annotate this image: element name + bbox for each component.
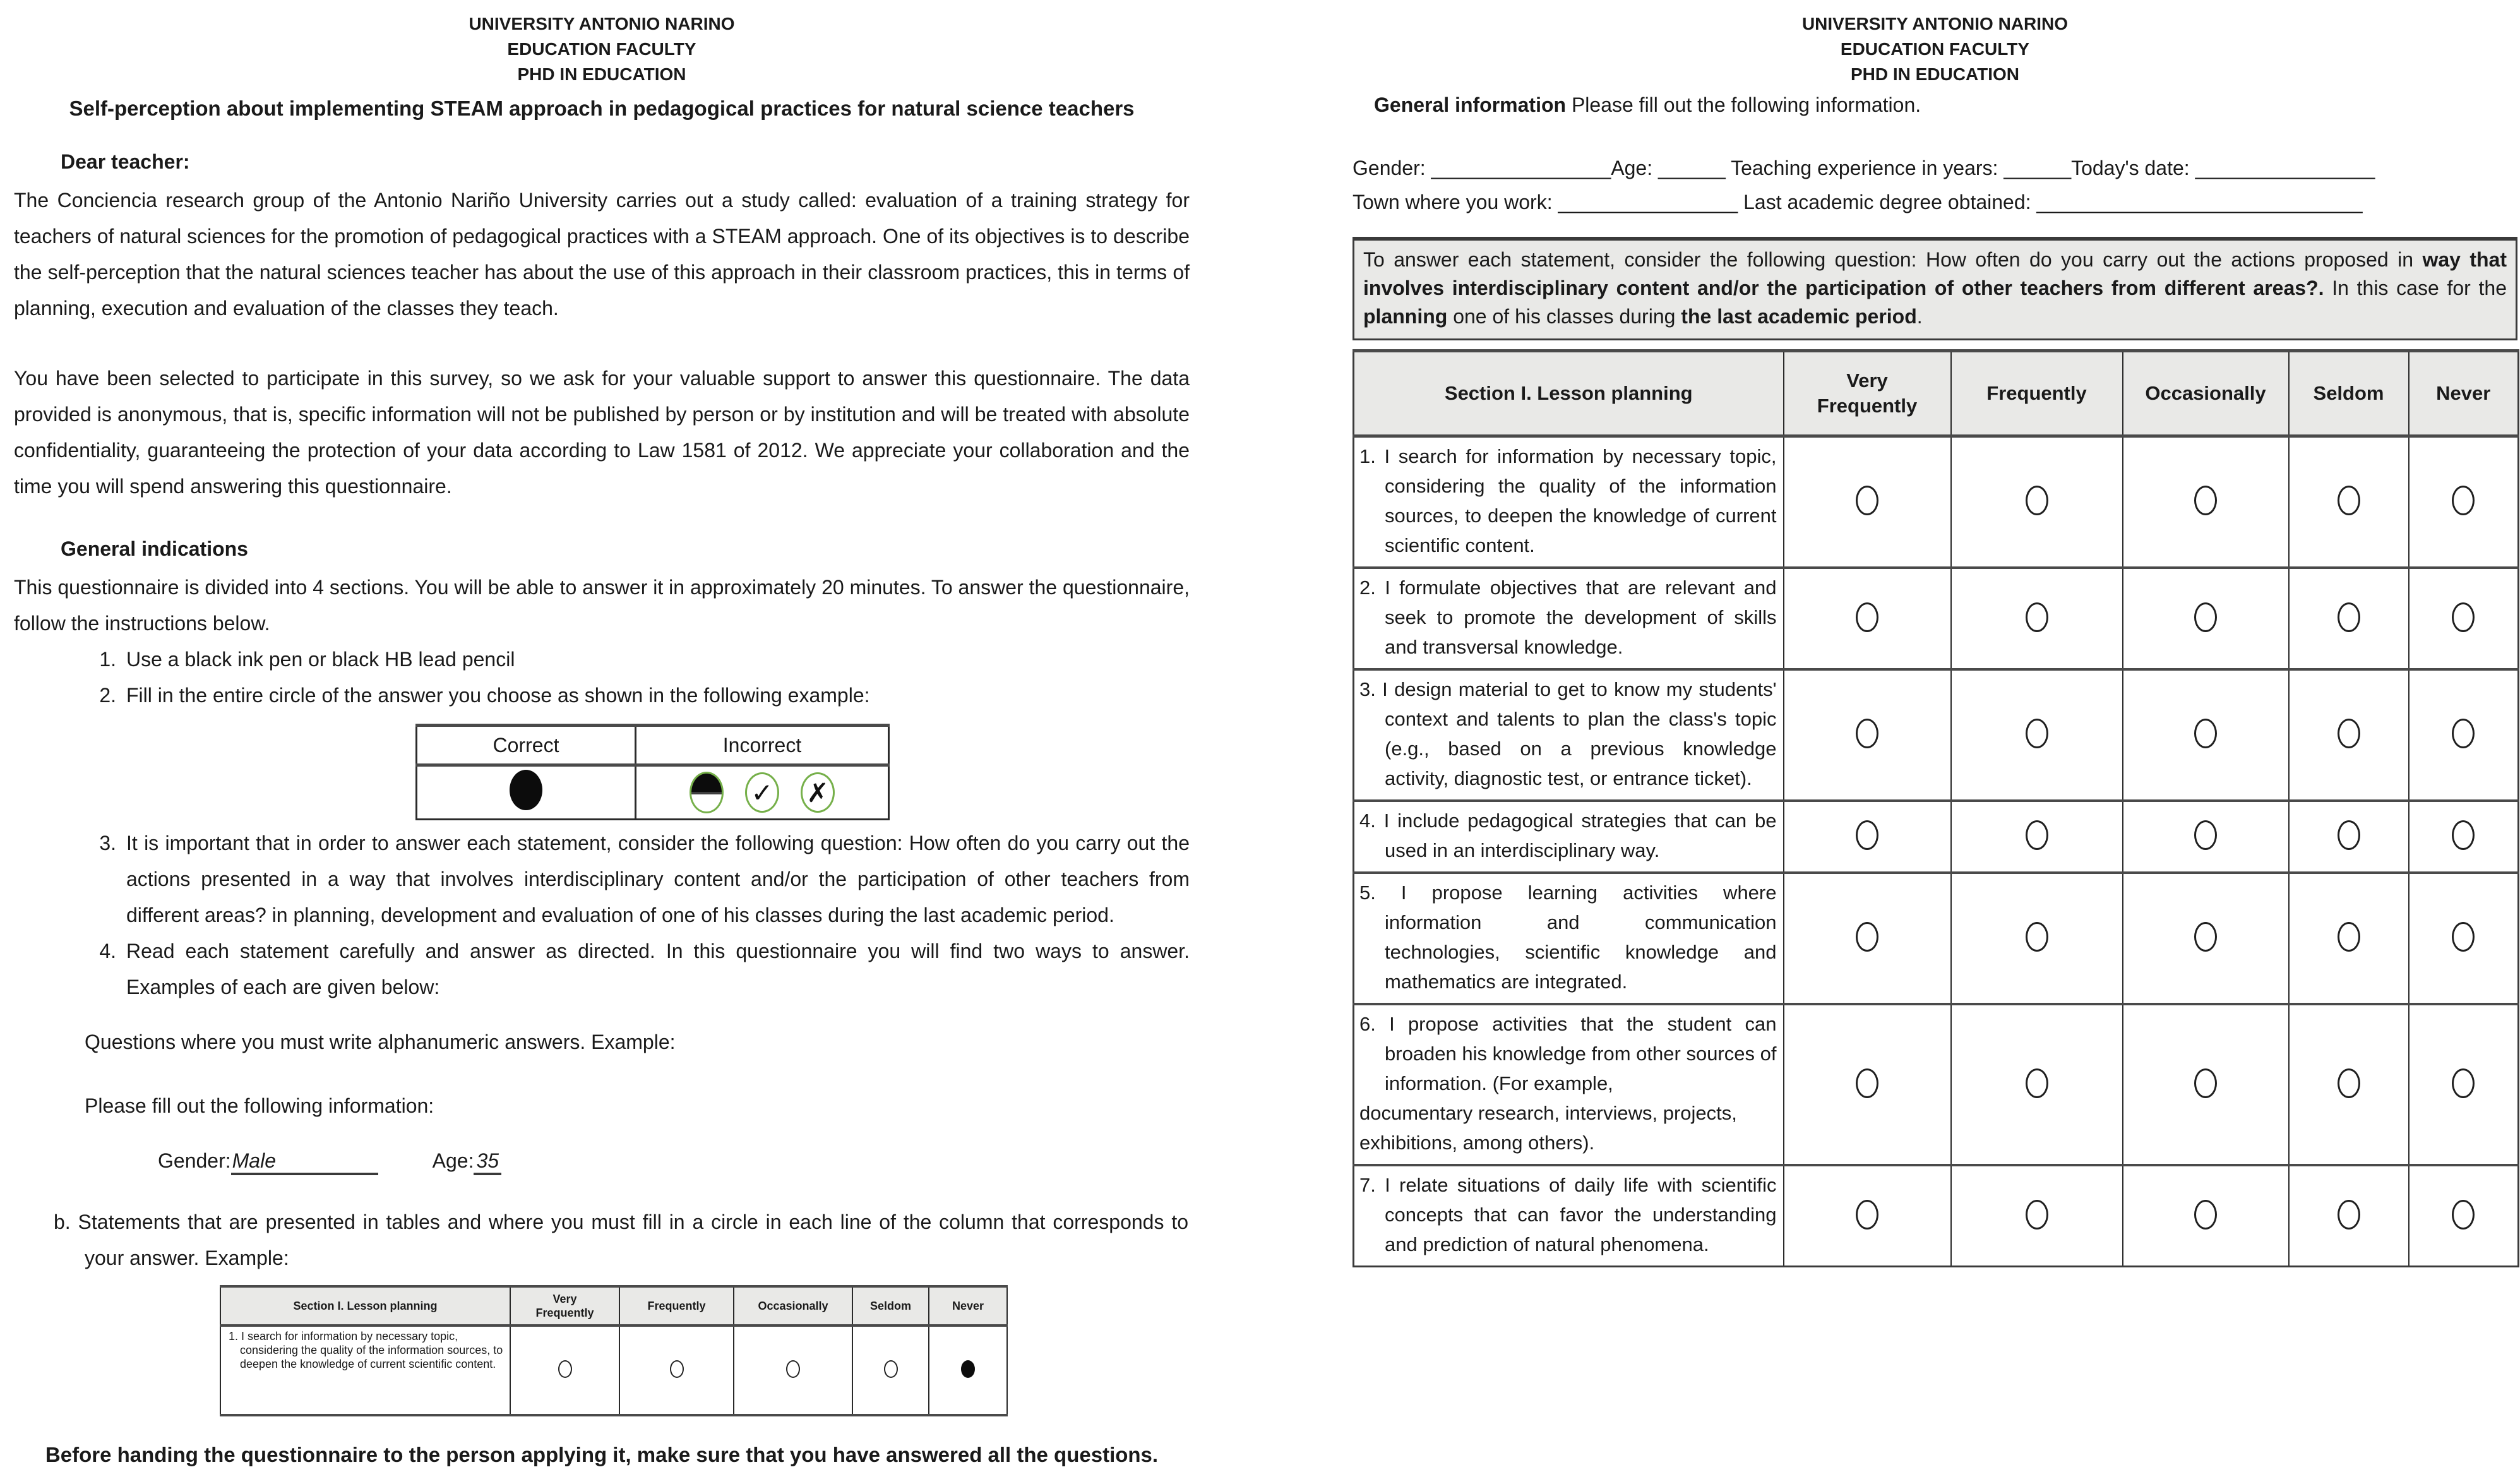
gender-label: Gender: (158, 1149, 231, 1172)
mini-answer-cell (619, 1325, 734, 1415)
general-indications-heading: General indications (61, 537, 248, 560)
header-line-2: EDUCATION FACULTY (507, 39, 696, 59)
instruction-segment-bold: the last academic period (1681, 305, 1917, 328)
university-header (1353, 11, 2517, 87)
option-cell-occasionally (2123, 568, 2289, 669)
instruction-item-4 (14, 933, 1190, 1005)
page-left (14, 11, 1190, 1472)
age-label: Age: (432, 1149, 474, 1172)
option-cell-seldom (2289, 1004, 2409, 1165)
b-item-text: b. Statements that are presented in tables and where you must fill in a circle in each line of the column that corresponds to your answer. Example: (54, 1211, 1188, 1269)
option-cell-never (2409, 669, 2519, 801)
option-cell-seldom (2289, 1165, 2409, 1267)
answer-circle[interactable] (2452, 820, 2475, 850)
statement-text: 2. I formulate objectives that are relevant and seek to promote the development of skills and transversal knowledge. (1359, 577, 1777, 658)
header-line-1: UNIVERSITY ANTONIO NARINO (469, 14, 735, 33)
item-text: Use a black ink pen or black HB lead pencil (126, 648, 515, 671)
answer-circle[interactable] (1856, 922, 1878, 952)
check-circle-icon: ✓ (745, 772, 779, 813)
mini-header-very-frequently: Very Frequently (510, 1286, 619, 1325)
instruction-segment: To answer each statement, consider the following question: How often do you carry out the actions proposed in (1363, 248, 2423, 271)
university-header (14, 11, 1190, 87)
mini-header-section: Section I. Lesson planning (220, 1286, 510, 1325)
mini-header-never: Never (929, 1286, 1007, 1325)
instruction-segment: In this case for the (2324, 277, 2507, 299)
table-row-5 (1354, 873, 2519, 1004)
statement-cell (1354, 1004, 1784, 1165)
correct-incorrect-example-table (415, 724, 890, 820)
header-line-3: PHD IN EDUCATION (517, 64, 686, 84)
answer-circle[interactable] (2026, 820, 2048, 850)
option-cell-occasionally (2123, 1165, 2289, 1267)
option-cell-never (2409, 1165, 2519, 1267)
form-line-town-degree[interactable]: Town where you work: ________________ Last academic degree obtained: _____________________________ (1353, 191, 2363, 213)
intro-paragraph-2: You have been selected to participate in this survey, so we ask for your valuable support to answer this questionnaire. The data provided is anonymous, that is, specific information will not be published by person or by institution and will be treated with absolute confidentiality, guaranteeing the protection of your data according to Law 1581 of 2012. We appreciate your collaboration and the time you will spend answering this questionnaire. (14, 367, 1190, 498)
option-cell-very-frequently (1784, 1165, 1951, 1267)
mini-example-table (220, 1285, 1008, 1416)
answer-circle (884, 1360, 898, 1378)
statement-cell (1354, 436, 1784, 568)
answer-circle[interactable] (2452, 719, 2475, 748)
answer-circle[interactable] (2026, 1200, 2048, 1230)
cross-circle-icon: ✗ (801, 772, 835, 813)
item-text: It is important that in order to answer each statement, consider the following question: How often do you carry out the actions presented in a way that involves interdisciplinary content and/or the participation of other teachers from different areas? in planning, development and evaluation of one of his classes during the last academic period. (126, 832, 1190, 926)
option-cell-seldom (2289, 436, 2409, 568)
item-number: 1. (99, 648, 116, 671)
instruction-item-1 (14, 642, 1190, 678)
header-seldom: Seldom (2289, 351, 2409, 436)
header-line-1: UNIVERSITY ANTONIO NARINO (1801, 14, 2069, 33)
answer-circle[interactable] (2194, 1068, 2217, 1098)
answer-circle[interactable] (2452, 1200, 2475, 1230)
header-very-frequently: Very Frequently (1784, 351, 1951, 436)
table-row-2 (1354, 568, 2519, 669)
instruction-segment: one of his classes during (1447, 305, 1681, 328)
answer-circle (558, 1360, 572, 1378)
header-never: Never (2409, 351, 2519, 436)
answer-circle (670, 1360, 684, 1378)
option-cell-very-frequently (1784, 568, 1951, 669)
alphanumeric-example-intro: Questions where you must write alphanumeric answers. Example: (85, 1031, 676, 1053)
instruction-box (1353, 237, 2517, 340)
option-cell-frequently (1951, 801, 2123, 873)
answer-circle[interactable] (1856, 602, 1878, 632)
instruction-segment-bold: way that involves interdisciplinary content and/or the participation of other teachers from different areas?. (1363, 248, 2507, 299)
option-cell-frequently (1951, 436, 2123, 568)
item-text: Fill in the entire circle of the answer you choose as shown in the following example: (126, 684, 870, 707)
option-cell-occasionally (2123, 873, 2289, 1004)
table-row-1 (1354, 436, 2519, 568)
statement-cell (1354, 669, 1784, 801)
instruction-item-3 (14, 825, 1190, 933)
answer-circle[interactable] (2194, 922, 2217, 952)
table-row-6 (1354, 1004, 2519, 1165)
answer-circle[interactable] (2452, 602, 2475, 632)
mini-answer-cell (734, 1325, 852, 1415)
general-information-text: Please fill out the following information. (1566, 93, 1921, 116)
mini-header-seldom: Seldom (852, 1286, 929, 1325)
option-cell-very-frequently (1784, 436, 1951, 568)
answer-circle[interactable] (2338, 1200, 2360, 1230)
answer-circle[interactable] (2452, 1068, 2475, 1098)
statement-text: 6. I propose activities that the student can broaden his knowledge from other sources of information. (For example, (1359, 1013, 1777, 1094)
answer-circle[interactable] (2338, 486, 2360, 515)
age-example-value: 35 (476, 1149, 499, 1172)
answer-circle[interactable] (2194, 820, 2217, 850)
answer-circle[interactable] (1856, 719, 1878, 748)
mini-statement-text: 1. I search for information by necessary topic, considering the quality of the information sources, to deepen the knowledge of current scientific content. (229, 1330, 503, 1370)
half-filled-circle-icon (690, 772, 724, 813)
statement-text: 5. I propose learning activities where information and communication technologies, scientific knowledge and mathematics are integrated. (1359, 882, 1777, 993)
general-information-heading: General information (1374, 93, 1567, 116)
option-cell-frequently (1951, 669, 2123, 801)
option-cell-frequently (1951, 873, 2123, 1004)
option-cell-never (2409, 801, 2519, 873)
statement-cell (1354, 873, 1784, 1004)
item-number: 3. (99, 832, 116, 854)
option-cell-very-frequently (1784, 1004, 1951, 1165)
instruction-item-2 (14, 678, 1190, 714)
answer-circle[interactable] (1856, 1068, 1878, 1098)
answer-circle[interactable] (2452, 486, 2475, 515)
answer-circle[interactable] (1856, 1200, 1878, 1230)
item-text: Read each statement carefully and answer as directed. In this questionnaire you will find two ways to answer. Examples of each are given below: (126, 940, 1190, 998)
header-line-2: EDUCATION FACULTY (1840, 39, 2030, 59)
answer-circle[interactable] (2194, 719, 2217, 748)
answer-circle[interactable] (2338, 602, 2360, 632)
answer-circle (786, 1360, 800, 1378)
item-number: 2. (99, 684, 116, 707)
gender-age-example-row (158, 1149, 1190, 1175)
answer-circle[interactable] (1856, 820, 1878, 850)
mini-answer-cell (510, 1325, 619, 1415)
mini-answer-cell (852, 1325, 929, 1415)
option-cell-very-frequently (1784, 873, 1951, 1004)
statement-text: 7. I relate situations of daily life with scientific concepts that can favor the understanding and prediction of natural phenomena. (1359, 1174, 1777, 1255)
header-line-3: PHD IN EDUCATION (1850, 64, 2020, 84)
correct-header: Correct (417, 726, 636, 765)
answer-circle[interactable] (2194, 602, 2217, 632)
salutation: Dear teacher: (61, 150, 190, 173)
option-cell-frequently (1951, 1004, 2123, 1165)
answer-circle[interactable] (2338, 820, 2360, 850)
option-cell-frequently (1951, 568, 2123, 669)
option-cell-never (2409, 1004, 2519, 1165)
instruction-segment: . (1916, 305, 1923, 328)
item-number: 4. (99, 940, 116, 962)
option-cell-never (2409, 873, 2519, 1004)
statement-cell (1354, 801, 1784, 873)
general-indications-intro: This questionnaire is divided into 4 sections. You will be able to answer it in approximately 20 minutes. To answer the questionnaire, follow the instructions below. (14, 576, 1190, 635)
answer-circle[interactable] (2026, 486, 2048, 515)
answer-circle[interactable] (2338, 719, 2360, 748)
answer-circle[interactable] (2338, 1068, 2360, 1098)
option-cell-never (2409, 436, 2519, 568)
table-row-4 (1354, 801, 2519, 873)
answer-circle[interactable] (1856, 486, 1878, 515)
table-header-row (1354, 351, 2519, 436)
option-cell-occasionally (2123, 1004, 2289, 1165)
incorrect-example-cell (636, 765, 889, 820)
header-section: Section I. Lesson planning (1354, 351, 1784, 436)
gender-example-value: Male (232, 1149, 276, 1172)
correct-example-cell (417, 765, 636, 820)
statement-cell (1354, 568, 1784, 669)
option-cell-seldom (2289, 801, 2409, 873)
option-cell-seldom (2289, 873, 2409, 1004)
statement-text: 1. I search for information by necessary topic, considering the quality of the information sources, to deepen the knowledge of current scientific content. (1359, 445, 1777, 556)
header-occasionally: Occasionally (2123, 351, 2289, 436)
answer-circle[interactable] (2452, 922, 2475, 952)
answer-circle[interactable] (2026, 922, 2048, 952)
statement-text: 3. I design material to get to know my students' context and talents to plan the class's topic (e.g., based on a previous knowledge activity, diagnostic test, or entrance ticket). (1359, 678, 1777, 789)
mini-header-frequently: Frequently (619, 1286, 734, 1325)
option-cell-occasionally (2123, 669, 2289, 801)
general-information-line (1374, 93, 2517, 117)
option-cell-seldom (2289, 568, 2409, 669)
answer-circle[interactable] (2026, 719, 2048, 748)
mini-table-row (220, 1325, 1007, 1415)
answer-circle[interactable] (2194, 1200, 2217, 1230)
answer-circle[interactable] (2026, 602, 2048, 632)
option-cell-very-frequently (1784, 801, 1951, 873)
option-cell-occasionally (2123, 801, 2289, 873)
footer-warning: Before handing the questionnaire to the person applying it, make sure that you have answered all the questions. (45, 1443, 1159, 1466)
questionnaire-title: Self-perception about implementing STEAM approach in pedagogical practices for natural science teachers (69, 97, 1135, 120)
option-cell-very-frequently (1784, 669, 1951, 801)
statement-text-continued: documentary research, interviews, projects, exhibitions, among others). (1359, 1102, 1737, 1154)
header-frequently: Frequently (1951, 351, 2123, 436)
intro-paragraph-1: The Conciencia research group of the Antonio Nariño University carries out a study called: evaluation of a training strategy for teachers of natural sciences for the promotion of pedagogical practices with a STEAM approach. One of its objectives is to describe the self-perception that the natural sciences teacher has about the use of this approach in their classroom practices, this in terms of planning, execution and evaluation of the classes they teach. (14, 189, 1190, 320)
statement-cell (1354, 1165, 1784, 1267)
answer-circle-filled (961, 1360, 975, 1378)
option-cell-frequently (1951, 1165, 2123, 1267)
form-line-gender-age-experience-date[interactable]: Gender: ________________Age: ______ Teaching experience in years: ______Today's date: ________________ (1353, 157, 2375, 179)
mini-statement-cell (220, 1325, 510, 1415)
mini-answer-cell (929, 1325, 1007, 1415)
table-row-7 (1354, 1165, 2519, 1267)
answer-circle[interactable] (2194, 486, 2217, 515)
lesson-planning-table (1353, 349, 2519, 1267)
statement-text: 4. I include pedagogical strategies that can be used in an interdisciplinary way. (1359, 810, 1777, 861)
option-cell-seldom (2289, 669, 2409, 801)
page-right (1353, 11, 2517, 1267)
instruction-segment-bold: planning (1363, 305, 1448, 328)
mini-header-occasionally: Occasionally (734, 1286, 852, 1325)
answer-circle[interactable] (2026, 1068, 2048, 1098)
option-cell-never (2409, 568, 2519, 669)
table-row-3 (1354, 669, 2519, 801)
filled-circle-icon (510, 770, 542, 810)
option-cell-occasionally (2123, 436, 2289, 568)
incorrect-header: Incorrect (636, 726, 889, 765)
fill-instruction: Please fill out the following information: (85, 1094, 434, 1117)
answer-circle[interactable] (2338, 922, 2360, 952)
